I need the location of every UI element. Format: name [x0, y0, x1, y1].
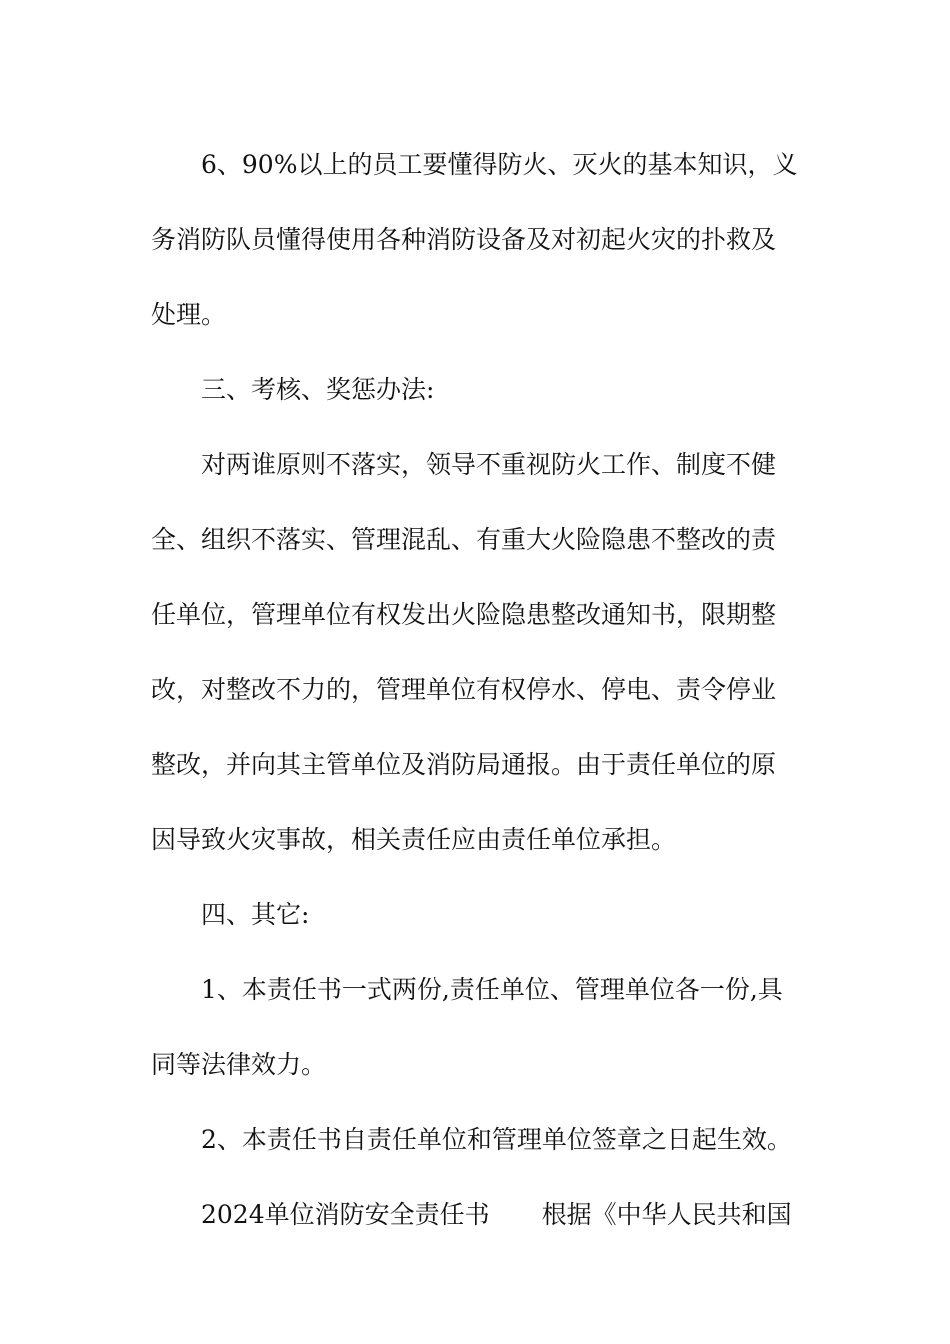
paragraph-line: 务消防队员懂得使用各种消防设备及对初起火灾的扑救及 [151, 225, 777, 254]
paragraph-line: 1、本责任书一式两份,责任单位、管理单位各一份,具 [201, 975, 783, 1004]
paragraph-line: 2、本责任书自责任单位和管理单位签章之日起生效。 [201, 1125, 792, 1154]
paragraph-line: 6、90%以上的员工要懂得防火、灭火的基本知识，义 [201, 150, 798, 179]
section-heading: 四、其它: [201, 900, 310, 929]
paragraph-line: 处理。 [151, 300, 227, 329]
paragraph-line: 任单位，管理单位有权发出火险隐患整改通知书，限期整 [151, 600, 777, 629]
document-body [151, 127, 803, 1252]
paragraph-line: 全、组织不落实、管理混乱、有重大火险隐患不整改的责 [151, 525, 777, 554]
paragraph-line: 整改，并向其主管单位及消防局通报。由于责任单位的原 [151, 750, 777, 779]
section-heading: 三、考核、奖惩办法: [201, 375, 435, 404]
paragraph-line: 因导致火灾事故，相关责任应由责任单位承担。 [151, 825, 677, 854]
paragraph-line: 对两谁原则不落实，领导不重视防火工作、制度不健 [201, 450, 777, 479]
paragraph-line: 改，对整改不力的，管理单位有权停水、停电、责令停业 [151, 675, 777, 704]
document-title: 2024单位消防安全责任书 [201, 1200, 490, 1229]
document-title-line [151, 1177, 803, 1252]
paragraph-continuation: 根据《中华人民共和国 [541, 1200, 792, 1229]
paragraph-line: 同等法律效力。 [151, 1050, 327, 1079]
